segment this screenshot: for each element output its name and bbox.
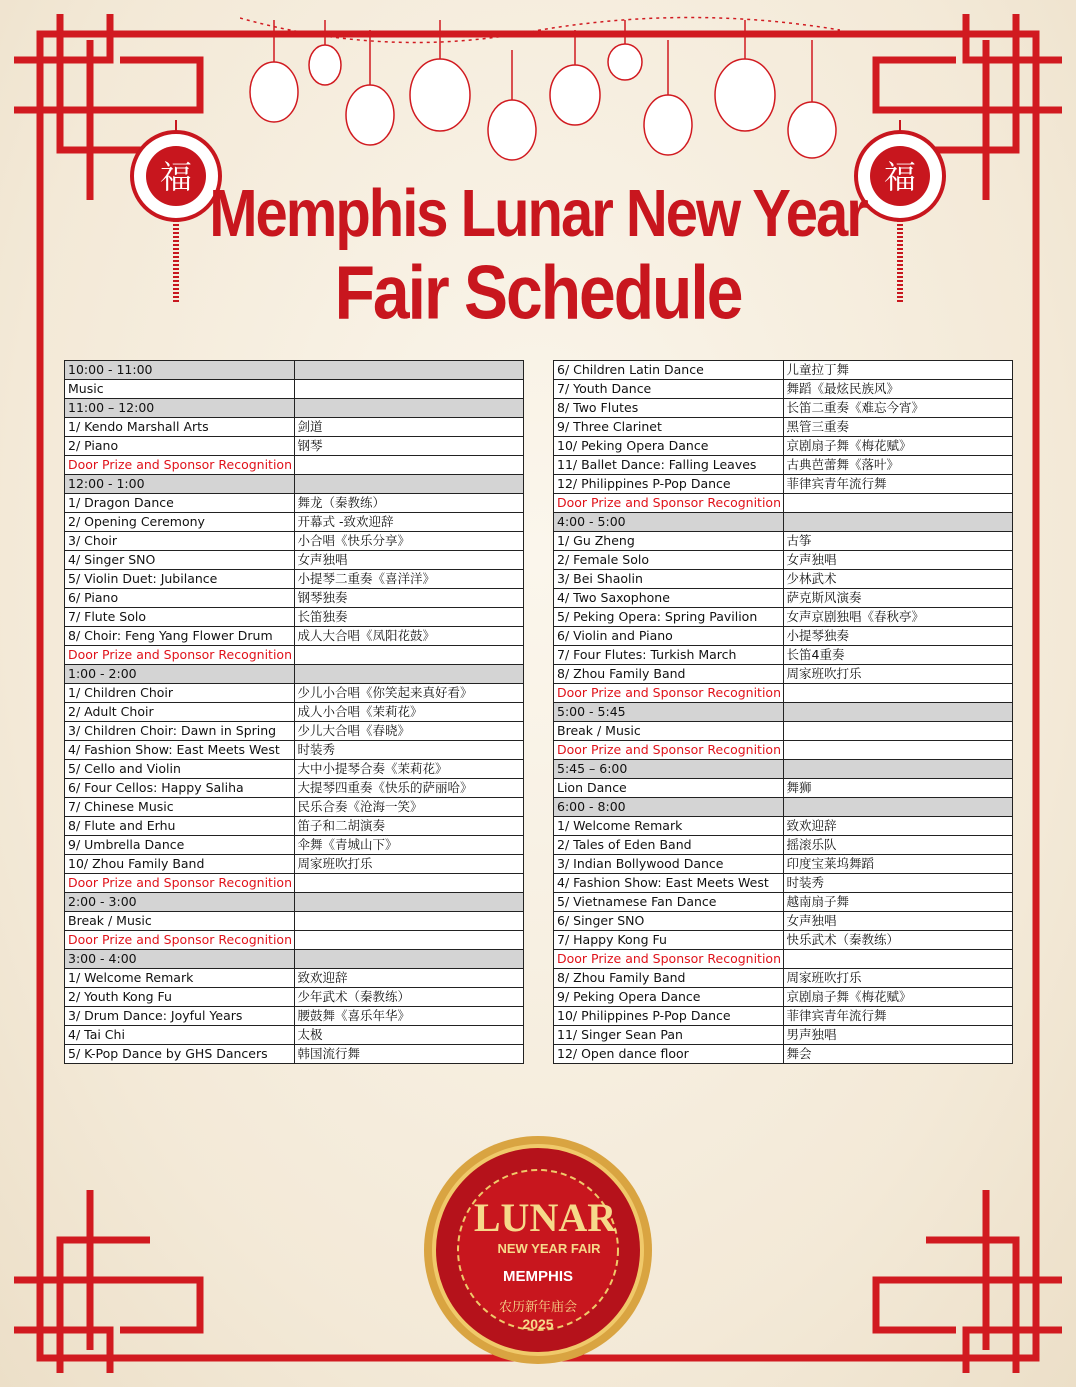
program-chinese (294, 646, 524, 665)
door-prize-row (554, 741, 1013, 760)
program-english: 6/ Children Latin Dance (554, 361, 784, 380)
program-row (554, 1026, 1013, 1045)
program-english: 4/ Fashion Show: East Meets West (65, 741, 295, 760)
program-row (554, 646, 1013, 665)
program-chinese: 腰鼓舞《喜乐年华》 (294, 1007, 524, 1026)
program-row (554, 969, 1013, 988)
program-row (65, 513, 524, 532)
program-english: 5:00 - 5:45 (554, 703, 784, 722)
lanterns-decoration (240, 0, 840, 170)
program-english: 1/ Gu Zheng (554, 532, 784, 551)
program-row (554, 722, 1013, 741)
program-english: 2/ Tales of Eden Band (554, 836, 784, 855)
program-chinese: 越南扇子舞 (783, 893, 1013, 912)
time-slot-row (554, 760, 1013, 779)
program-chinese: 古典芭蕾舞《落叶》 (783, 456, 1013, 475)
lunar-new-year-fair-logo (421, 1133, 655, 1367)
program-english: 3/ Children Choir: Dawn in Spring (65, 722, 295, 741)
program-row (65, 494, 524, 513)
program-chinese: 男声独唱 (783, 1026, 1013, 1045)
time-slot-row (554, 513, 1013, 532)
program-english: Door Prize and Sponsor Recognition (65, 931, 295, 950)
program-english: 1/ Kendo Marshall Arts (65, 418, 295, 437)
program-chinese: 周家班吹打乐 (294, 855, 524, 874)
svg-text:福: 福 (159, 158, 193, 196)
program-row (554, 779, 1013, 798)
program-english: 10/ Zhou Family Band (65, 855, 295, 874)
program-english: 8/ Zhou Family Band (554, 969, 784, 988)
program-chinese: 周家班吹打乐 (783, 969, 1013, 988)
program-chinese: 舞会 (783, 1045, 1013, 1064)
program-chinese (783, 684, 1013, 703)
program-chinese: 周家班吹打乐 (783, 665, 1013, 684)
program-row (554, 1045, 1013, 1064)
program-english: 9/ Three Clarinet (554, 418, 784, 437)
program-row (554, 627, 1013, 646)
program-row (554, 456, 1013, 475)
program-english: 5/ Violin Duet: Jubilance (65, 570, 295, 589)
door-prize-row (554, 684, 1013, 703)
program-row (554, 988, 1013, 1007)
program-chinese: 致欢迎辞 (294, 969, 524, 988)
program-chinese: 剑道 (294, 418, 524, 437)
program-english: 10/ Peking Opera Dance (554, 437, 784, 456)
schedule-table-right (553, 360, 1013, 1064)
program-chinese (783, 722, 1013, 741)
program-chinese: 时装秀 (294, 741, 524, 760)
program-english: 2:00 - 3:00 (65, 893, 295, 912)
program-row (65, 570, 524, 589)
program-chinese: 少儿小合唱《你笑起来真好看》 (294, 684, 524, 703)
program-row (65, 836, 524, 855)
program-row (554, 418, 1013, 437)
program-row (65, 760, 524, 779)
program-chinese (294, 912, 524, 931)
program-row (554, 399, 1013, 418)
time-slot-row (65, 361, 524, 380)
program-english: 1/ Welcome Remark (65, 969, 295, 988)
program-chinese: 女声京剧独唱《春秋亭》 (783, 608, 1013, 627)
program-chinese: 太极 (294, 1026, 524, 1045)
time-slot-row (65, 950, 524, 969)
program-chinese: 菲律宾青年流行舞 (783, 1007, 1013, 1026)
program-row (65, 684, 524, 703)
svg-text:福: 福 (883, 158, 917, 196)
program-english: 6/ Singer SNO (554, 912, 784, 931)
program-english: 10:00 - 11:00 (65, 361, 295, 380)
program-row (554, 570, 1013, 589)
program-english: 3/ Choir (65, 532, 295, 551)
program-row (65, 551, 524, 570)
program-english: Lion Dance (554, 779, 784, 798)
door-prize-row (554, 950, 1013, 969)
program-row (65, 988, 524, 1007)
program-english: Door Prize and Sponsor Recognition (65, 456, 295, 475)
program-row (65, 703, 524, 722)
program-english: 4/ Singer SNO (65, 551, 295, 570)
program-row (554, 874, 1013, 893)
program-english: 11:00 – 12:00 (65, 399, 295, 418)
program-row (65, 855, 524, 874)
program-chinese: 菲律宾青年流行舞 (783, 475, 1013, 494)
program-english: 12/ Open dance floor (554, 1045, 784, 1064)
program-row (65, 437, 524, 456)
door-prize-row (65, 874, 524, 893)
program-chinese (294, 950, 524, 969)
program-english: 2/ Youth Kong Fu (65, 988, 295, 1007)
program-english: 1:00 - 2:00 (65, 665, 295, 684)
program-english: 5/ Vietnamese Fan Dance (554, 893, 784, 912)
program-row (65, 380, 524, 399)
program-english: 2/ Piano (65, 437, 295, 456)
program-chinese: 印度宝莱坞舞蹈 (783, 855, 1013, 874)
program-english: Music (65, 380, 295, 399)
program-chinese (783, 798, 1013, 817)
program-row (554, 532, 1013, 551)
program-english: 3/ Bei Shaolin (554, 570, 784, 589)
program-english: Break / Music (554, 722, 784, 741)
program-english: Break / Music (65, 912, 295, 931)
program-chinese (294, 475, 524, 494)
program-chinese: 少林武术 (783, 570, 1013, 589)
program-row (554, 380, 1013, 399)
program-chinese (294, 399, 524, 418)
svg-text:LUNAR: LUNAR (473, 1195, 617, 1240)
program-chinese: 伞舞《青城山下》 (294, 836, 524, 855)
program-english: 9/ Umbrella Dance (65, 836, 295, 855)
program-row (554, 437, 1013, 456)
program-chinese: 舞狮 (783, 779, 1013, 798)
program-chinese: 开幕式 -致欢迎辞 (294, 513, 524, 532)
page-title: Memphis Lunar New Year (209, 176, 867, 251)
program-chinese: 致欢迎辞 (783, 817, 1013, 836)
program-row (65, 969, 524, 988)
program-chinese: 少儿大合唱《春晓》 (294, 722, 524, 741)
program-chinese (783, 513, 1013, 532)
program-chinese: 摇滚乐队 (783, 836, 1013, 855)
program-row (554, 893, 1013, 912)
svg-text:2025: 2025 (522, 1316, 554, 1332)
program-chinese (294, 931, 524, 950)
door-prize-row (65, 931, 524, 950)
program-chinese: 古筝 (783, 532, 1013, 551)
program-chinese (294, 874, 524, 893)
program-row (65, 722, 524, 741)
program-chinese: 儿童拉丁舞 (783, 361, 1013, 380)
program-english: 6:00 - 8:00 (554, 798, 784, 817)
program-row (554, 608, 1013, 627)
program-row (65, 608, 524, 627)
program-chinese (783, 760, 1013, 779)
program-chinese: 小合唱《快乐分享》 (294, 532, 524, 551)
program-row (554, 1007, 1013, 1026)
svg-text:NEW YEAR FAIR: NEW YEAR FAIR (497, 1241, 601, 1256)
svg-text:农历新年庙会: 农历新年庙会 (498, 1300, 578, 1315)
program-row (65, 741, 524, 760)
program-chinese (783, 494, 1013, 513)
program-chinese (783, 950, 1013, 969)
program-row (554, 817, 1013, 836)
program-chinese (294, 893, 524, 912)
time-slot-row (65, 665, 524, 684)
time-slot-row (554, 703, 1013, 722)
program-english: 10/ Philippines P-Pop Dance (554, 1007, 784, 1026)
program-english: 3/ Indian Bollywood Dance (554, 855, 784, 874)
program-english: 4/ Tai Chi (65, 1026, 295, 1045)
program-english: 7/ Youth Dance (554, 380, 784, 399)
program-chinese: 时装秀 (783, 874, 1013, 893)
program-chinese: 韩国流行舞 (294, 1045, 524, 1064)
program-chinese: 黑管三重奏 (783, 418, 1013, 437)
program-english: 9/ Peking Opera Dance (554, 988, 784, 1007)
program-english: 1/ Children Choir (65, 684, 295, 703)
program-english: 7/ Flute Solo (65, 608, 295, 627)
program-chinese: 少年武术（秦教练） (294, 988, 524, 1007)
time-slot-row (65, 399, 524, 418)
program-row (65, 1045, 524, 1064)
program-chinese: 快乐武术（秦教练） (783, 931, 1013, 950)
program-row (65, 798, 524, 817)
time-slot-row (65, 893, 524, 912)
door-prize-row (65, 646, 524, 665)
program-chinese: 民乐合奏《沧海一笑》 (294, 798, 524, 817)
program-english: 6/ Violin and Piano (554, 627, 784, 646)
program-english: 5/ K-Pop Dance by GHS Dancers (65, 1045, 295, 1064)
program-row (65, 627, 524, 646)
program-chinese: 长笛独奏 (294, 608, 524, 627)
program-row (554, 931, 1013, 950)
program-chinese (294, 361, 524, 380)
program-chinese: 小提琴二重奏《喜洋洋》 (294, 570, 524, 589)
program-english: 7/ Chinese Music (65, 798, 295, 817)
program-chinese: 大提琴四重奏《快乐的萨丽哈》 (294, 779, 524, 798)
page-subtitle: Fair Schedule (334, 249, 742, 335)
program-chinese: 萨克斯风演奏 (783, 589, 1013, 608)
program-chinese: 钢琴 (294, 437, 524, 456)
program-chinese: 成人大合唱《凤阳花鼓》 (294, 627, 524, 646)
program-english: 8/ Choir: Feng Yang Flower Drum (65, 627, 295, 646)
door-prize-row (65, 456, 524, 475)
program-chinese: 女声独唱 (783, 551, 1013, 570)
program-chinese: 女声独唱 (783, 912, 1013, 931)
program-english: 4:00 - 5:00 (554, 513, 784, 532)
program-chinese: 长笛二重奏《难忘今宵》 (783, 399, 1013, 418)
program-english: 5/ Peking Opera: Spring Pavilion (554, 608, 784, 627)
program-english: 1/ Dragon Dance (65, 494, 295, 513)
program-chinese: 舞蹈《最炫民族风》 (783, 380, 1013, 399)
program-row (554, 912, 1013, 931)
program-chinese: 长笛4重奏 (783, 646, 1013, 665)
program-english: Door Prize and Sponsor Recognition (554, 494, 784, 513)
program-english: 3/ Drum Dance: Joyful Years (65, 1007, 295, 1026)
program-row (65, 817, 524, 836)
program-row (65, 418, 524, 437)
time-slot-row (65, 475, 524, 494)
program-row (65, 1007, 524, 1026)
program-english: 8/ Zhou Family Band (554, 665, 784, 684)
program-english: 6/ Piano (65, 589, 295, 608)
program-english: 1/ Welcome Remark (554, 817, 784, 836)
program-english: 11/ Singer Sean Pan (554, 1026, 784, 1045)
program-row (65, 1026, 524, 1045)
program-row (554, 855, 1013, 874)
program-english: 3:00 - 4:00 (65, 950, 295, 969)
program-english: 7/ Happy Kong Fu (554, 931, 784, 950)
program-english: 2/ Adult Choir (65, 703, 295, 722)
program-chinese: 大中小提琴合奏《茉莉花》 (294, 760, 524, 779)
svg-text:MEMPHIS: MEMPHIS (502, 1268, 574, 1285)
program-chinese (294, 456, 524, 475)
program-english: 12/ Philippines P-Pop Dance (554, 475, 784, 494)
program-chinese: 京剧扇子舞《梅花赋》 (783, 988, 1013, 1007)
program-english: Door Prize and Sponsor Recognition (65, 874, 295, 893)
time-slot-row (554, 798, 1013, 817)
program-row (65, 912, 524, 931)
program-english: Door Prize and Sponsor Recognition (65, 646, 295, 665)
program-english: 8/ Two Flutes (554, 399, 784, 418)
program-row (65, 779, 524, 798)
schedule-table-left (64, 360, 524, 1064)
program-english: 4/ Two Saxophone (554, 589, 784, 608)
program-english: Door Prize and Sponsor Recognition (554, 684, 784, 703)
program-row (554, 589, 1013, 608)
program-english: 12:00 - 1:00 (65, 475, 295, 494)
door-prize-row (554, 494, 1013, 513)
program-chinese (294, 380, 524, 399)
program-english: 2/ Female Solo (554, 551, 784, 570)
program-english: 11/ Ballet Dance: Falling Leaves (554, 456, 784, 475)
program-chinese: 舞龙（秦教练） (294, 494, 524, 513)
program-row (554, 361, 1013, 380)
program-english: Door Prize and Sponsor Recognition (554, 741, 784, 760)
program-row (65, 589, 524, 608)
program-row (554, 475, 1013, 494)
program-row (554, 836, 1013, 855)
program-chinese (294, 665, 524, 684)
program-english: 2/ Opening Ceremony (65, 513, 295, 532)
program-row (554, 551, 1013, 570)
program-english: 4/ Fashion Show: East Meets West (554, 874, 784, 893)
program-row (554, 665, 1013, 684)
program-english: 8/ Flute and Erhu (65, 817, 295, 836)
program-chinese: 钢琴独奏 (294, 589, 524, 608)
program-chinese: 女声独唱 (294, 551, 524, 570)
program-english: 7/ Four Flutes: Turkish March (554, 646, 784, 665)
program-english: Door Prize and Sponsor Recognition (554, 950, 784, 969)
program-row (65, 532, 524, 551)
program-chinese: 小提琴独奏 (783, 627, 1013, 646)
program-chinese: 成人小合唱《茉莉花》 (294, 703, 524, 722)
program-english: 5/ Cello and Violin (65, 760, 295, 779)
program-chinese: 京剧扇子舞《梅花赋》 (783, 437, 1013, 456)
program-chinese (783, 703, 1013, 722)
program-chinese: 笛子和二胡演奏 (294, 817, 524, 836)
program-chinese (783, 741, 1013, 760)
program-english: 6/ Four Cellos: Happy Saliha (65, 779, 295, 798)
program-english: 5:45 – 6:00 (554, 760, 784, 779)
